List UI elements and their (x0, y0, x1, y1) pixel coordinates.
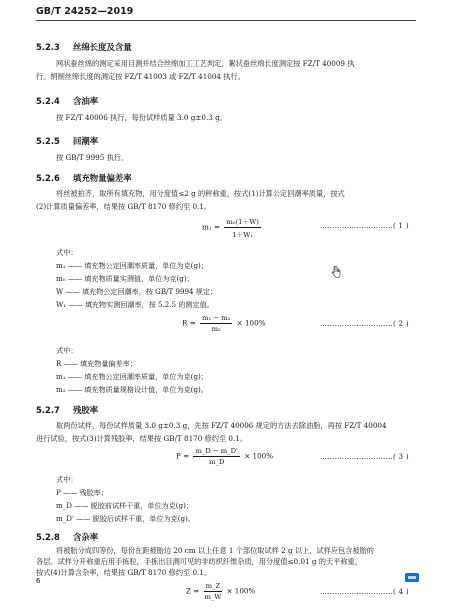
equation-lhs: m₁ = (202, 222, 221, 232)
paragraph-line: 按 FZ/T 40006 执行，每份试样质量 3.0 g±0.3 g。 (56, 113, 227, 122)
definition-line: m₁ —— 填充物公定回潮率质量，单位为克(g)； (56, 372, 208, 381)
equation-number: …………………………( 2 ) (320, 320, 409, 328)
section-number: 5.2.4 (36, 96, 60, 106)
equation-lhs: R = (182, 318, 196, 328)
paragraph-line: 行。绢制丝绵长度的测定按 FZ/T 41003 或 FZ/T 41004 执行。 (36, 72, 245, 81)
equation-fraction (224, 216, 261, 239)
definition-line: m_D —— 脱胶前试样干重，单位为克(g)； (56, 501, 193, 510)
where-label: 式中： (56, 248, 78, 257)
section-number: 5.2.8 (36, 532, 60, 542)
definition-line: m₀ —— 填充物质量实测值，单位为克(g)； (56, 274, 194, 283)
page-number: 6 (36, 577, 41, 585)
paragraph-line: 取两份试样，每份试样质量 3.0 g±0.3 g，先按 FZ/T 40006 规定的方法去除油脂，再按 FZ/T 40004 (56, 421, 387, 430)
equation-lhs: P = (176, 451, 190, 461)
section-heading-5-2-5 (36, 135, 98, 147)
paragraph-line: 按式(4)计算含杂率，结果按 GB/T 8170 修约至 0.1。 (36, 568, 212, 577)
equation-number: …………………………( 4 ) (320, 588, 409, 596)
equation-numerator: m_Z (205, 582, 221, 590)
equation-suffix: × 100% (226, 586, 256, 596)
paragraph-line: (2)计算质量偏差率，结果按 GB/T 8170 修约至 0.1。 (36, 202, 212, 211)
where-label: 式中： (56, 346, 78, 355)
watermark-logo-icon (405, 573, 419, 582)
definition-line: m₁ —— 填充物公定回潮率质量，单位为克(g)； (56, 261, 208, 270)
section-title: 含杂率 (73, 532, 99, 542)
section-number: 5.2.6 (36, 173, 60, 183)
equation-numerator: m₁ − m₂ (202, 314, 231, 322)
equation-denominator: m_D (209, 458, 225, 466)
equation-numerator: m_D − m_D' (195, 447, 238, 455)
equation-lhs: Z = (186, 586, 200, 596)
paragraph-line: 将丝被拍齐，取所有填充物，用分度值≤2 g 的秤称重，按式(1)计算公定回潮率质量，按式 (56, 189, 345, 198)
equation-fraction (200, 314, 232, 333)
section-title: 填充物量偏差率 (73, 173, 132, 183)
section-heading-5-2-8 (36, 531, 98, 543)
equation-4 (186, 582, 255, 601)
section-number: 5.2.3 (36, 42, 60, 52)
paragraph-line: 网状蚕丝绵的测定采用目测并结合丝绵加工工艺判定，絮状蚕丝绵长度测定按 FZ/T 40009 执 (56, 59, 355, 68)
section-heading-5-2-4 (36, 95, 98, 107)
definition-line: R —— 填充物量偏差率； (56, 359, 137, 368)
definition-line: m_D' —— 脱胶后试样干重，单位为克(g)。 (56, 514, 195, 523)
equation-suffix: × 100% (244, 451, 274, 461)
equation-3 (176, 447, 273, 466)
equation-number: …………………………( 3 ) (320, 453, 409, 461)
paragraph-line: 将被胎分成四等份，每份在距被胎边 20 cm 以上任意 1 个部位取试样 2 g 以上，试样应包含被胎的 (56, 546, 374, 555)
equation-2 (182, 314, 266, 333)
equation-numerator: m₀(1＋W) (226, 218, 259, 226)
section-title: 含油率 (73, 96, 99, 106)
equation-fraction (193, 447, 239, 466)
equation-fraction (204, 582, 223, 601)
paragraph-line: 进行试验，按式(3)计算残胶率，结果按 GB/T 8170 修约至 0.1。 (36, 434, 248, 443)
header-rule (36, 20, 416, 21)
section-title: 残胶率 (73, 405, 99, 415)
definition-line: W₁ —— 填充物实测回潮率，按 5.2.5 的测定值。 (56, 300, 214, 309)
equation-denominator: 1＋W₁ (232, 231, 254, 239)
section-number: 5.2.5 (36, 136, 60, 146)
definition-line: P —— 残胶率； (56, 488, 108, 497)
section-heading-5-2-7 (36, 404, 98, 416)
section-heading-5-2-3 (36, 41, 132, 53)
definition-line: W —— 填充物公定回潮率，按 GB/T 9994 规定； (56, 287, 218, 296)
where-label: 式中： (56, 475, 78, 484)
equation-1 (202, 216, 263, 239)
equation-denominator: m₂ (211, 325, 221, 333)
section-heading-5-2-6 (36, 172, 132, 184)
standard-header: GB/T 24252—2019 (36, 6, 134, 17)
section-title: 回潮率 (73, 136, 99, 146)
section-number: 5.2.7 (36, 405, 60, 415)
section-title: 丝绵长度及含量 (73, 42, 132, 52)
equation-suffix: × 100% (236, 318, 266, 328)
paragraph-line: 按 GB/T 9995 执行。 (56, 153, 129, 162)
paragraph-line: 各层。试样分开称重后用手拣粒，手拣出目测可见的非纺织纤维杂质，用分度值≤0.01 g 的天平称重， (36, 557, 362, 566)
equation-number: …………………………( 1 ) (320, 222, 409, 230)
definition-line: m₂ —— 填充物质量规格设计值，单位为克(g)。 (56, 385, 208, 394)
equation-denominator: m_W (204, 593, 222, 601)
hand-cursor-icon (331, 266, 341, 278)
